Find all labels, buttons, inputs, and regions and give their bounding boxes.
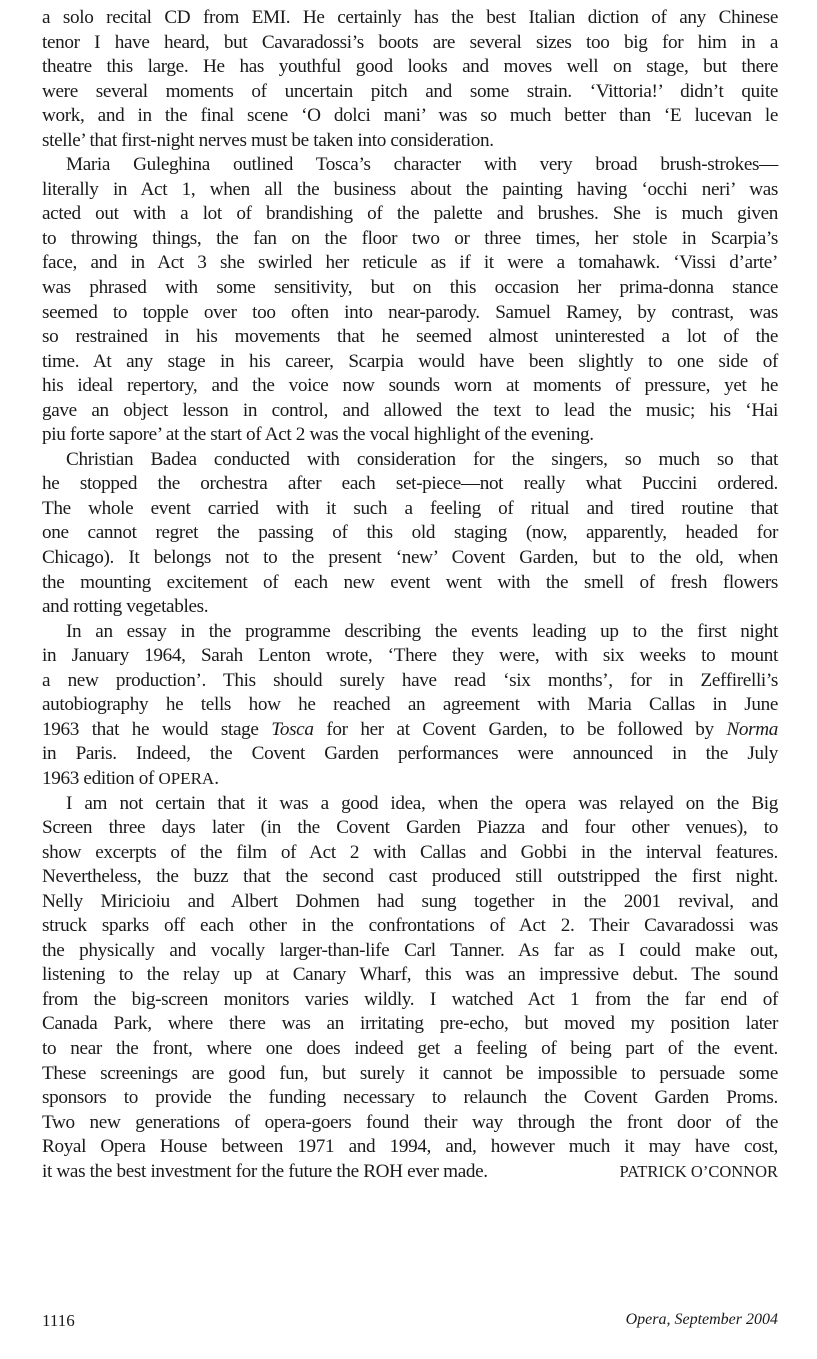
text-line: time. At any stage in his career, Scarpia would have been slightly to one side of bbox=[42, 350, 778, 372]
text-run: 1963 that he would stage bbox=[42, 718, 272, 740]
text-line: These screenings are good fun, but surely it cannot be impossible to persuade some bbox=[42, 1062, 778, 1084]
text-line: gave an object lesson in control, and allowed the text to lead the music; his ‘Hai bbox=[42, 399, 778, 421]
text-line: In an essay in the programme describing the events leading up to the first night bbox=[66, 620, 778, 642]
text-line bbox=[42, 767, 778, 792]
publication-info: Opera, September 2004 bbox=[625, 1311, 778, 1328]
text-line: tenor I have heard, but Cavaradossi’s boots are several sizes too big for him in a bbox=[42, 31, 778, 53]
text-line: a new production’. This should surely have read ‘six months’, for in Zeffirelli’s bbox=[42, 669, 778, 691]
text-line: Nelly Miricioiu and Albert Dohmen had sung together in the 2001 revival, and bbox=[42, 890, 778, 912]
text-line: his ideal repertory, and the voice now sounds worn at moments of pressure, yet he bbox=[42, 375, 778, 397]
text-line: acted out with a lot of brandishing of the palette and brushes. She is much given bbox=[42, 203, 778, 225]
paragraph-4 bbox=[42, 620, 778, 792]
text-line bbox=[42, 1160, 778, 1185]
text-line bbox=[42, 718, 778, 743]
text-line: autobiography he tells how he reached an agreement with Maria Callas in June bbox=[42, 694, 778, 716]
text-run: 1963 edition of bbox=[42, 767, 159, 789]
text-line: struck sparks off each other in the confrontations of Act 2. Their Cavaradossi was bbox=[42, 915, 778, 937]
text-line: Nevertheless, the buzz that the second cast produced still outstripped the first night. bbox=[42, 866, 778, 888]
author-byline: PATRICK O’CONNOR bbox=[619, 1161, 778, 1181]
text-run: it was the best investment for the future the ROH ever made. bbox=[42, 1160, 488, 1182]
text-line: was phrased with some sensitivity, but on this occasion her prima-donna stance bbox=[42, 277, 778, 299]
text-line: show excerpts of the film of Act 2 with Callas and Gobbi in the interval features. bbox=[42, 841, 778, 863]
paragraph-1 bbox=[42, 6, 778, 153]
title-tosca: Tosca bbox=[271, 718, 314, 740]
text-line: work, and in the final scene ‘O dolci mani’ was so much better than ‘E lucevan le bbox=[42, 105, 778, 127]
text-line: in January 1964, Sarah Lenton wrote, ‘There they were, with six weeks to mount bbox=[42, 645, 778, 667]
text-line: Maria Guleghina outlined Tosca’s character with very broad brush-strokes— bbox=[66, 154, 778, 176]
text-line: I am not certain that it was a good idea, when the opera was relayed on the Big bbox=[66, 792, 778, 814]
text-line: from the big-screen monitors varies wildly. I watched Act 1 from the far end of bbox=[42, 988, 778, 1010]
text-line: Screen three days later (in the Covent Garden Piazza and four other venues), to bbox=[42, 817, 778, 839]
article-body bbox=[42, 6, 778, 1184]
text-line: the physically and vocally larger-than-life Carl Tanner. As far as I could make out, bbox=[42, 939, 778, 961]
text-line: Canada Park, where there was an irritating pre-echo, but moved my position later bbox=[42, 1013, 778, 1035]
text-line: listening to the relay up at Canary Wharf, this was an impressive debut. The sound bbox=[42, 964, 778, 986]
text-line: one cannot regret the passing of this old staging (now, apparently, headed for bbox=[42, 522, 778, 544]
text-line: a solo recital CD from EMI. He certainly has the best Italian diction of any Chinese bbox=[42, 7, 778, 28]
text-line: Christian Badea conducted with consideration for the singers, so much so that bbox=[66, 448, 778, 470]
title-norma: Norma bbox=[726, 718, 778, 740]
paragraph-3 bbox=[42, 448, 778, 620]
text-line: Royal Opera House between 1971 and 1994, and, however much it may have cost, bbox=[42, 1136, 778, 1158]
paragraph-2 bbox=[42, 153, 778, 448]
text-line: seemed to topple over too often into near-parody. Samuel Ramey, by contrast, was bbox=[42, 301, 778, 323]
text-line: the mounting excitement of each new event went with the smell of fresh flowers bbox=[42, 571, 778, 593]
text-line: literally in Act 1, when all the business about the painting having ‘occhi neri’ was bbox=[42, 178, 778, 200]
text-line: so restrained in his movements that he seemed almost uninterested a lot of the bbox=[42, 326, 778, 348]
text-line: and rotting vegetables. bbox=[42, 596, 209, 618]
text-line: stelle’ that first-night nerves must be taken into consideration. bbox=[42, 129, 494, 151]
text-line: theatre this large. He has youthful good looks and moves well on stage, but there bbox=[42, 56, 778, 78]
page-number: 1116 bbox=[42, 1311, 75, 1330]
text-line: he stopped the orchestra after each set-piece—not really what Puccini ordered. bbox=[42, 473, 778, 495]
text-line: The whole event carried with it such a feeling of ritual and tired routine that bbox=[42, 497, 778, 519]
text-line: piu forte sapore’ at the start of Act 2 was the vocal highlight of the evening. bbox=[42, 424, 594, 446]
text-line: sponsors to provide the funding necessary to relaunch the Covent Garden Proms. bbox=[42, 1087, 778, 1109]
text-line: to throwing things, the fan on the floor two or three times, her stole in Scarpia’s bbox=[42, 227, 778, 249]
text-line: were several moments of uncertain pitch and some strain. ‘Vittoria!’ didn’t quite bbox=[42, 80, 778, 102]
text-line: in Paris. Indeed, the Covent Garden performances were announced in the July bbox=[42, 743, 778, 765]
text-line: Two new generations of opera-goers found their way through the front door of the bbox=[42, 1111, 778, 1133]
text-line: to near the front, where one does indeed get a feeling of being part of the event. bbox=[42, 1037, 778, 1059]
text-line: Chicago). It belongs not to the present ‘new’ Covent Garden, but to the old, when bbox=[42, 547, 778, 569]
text-run: . bbox=[214, 767, 219, 789]
magazine-name: OPERA bbox=[158, 768, 215, 788]
text-line: face, and in Act 3 she swirled her reticule as if it were a tomahawk. ‘Vissi d’arte’ bbox=[42, 252, 778, 274]
paragraph-5 bbox=[42, 792, 778, 1185]
text-run: for her at Covent Garden, to be followed by bbox=[313, 718, 727, 740]
